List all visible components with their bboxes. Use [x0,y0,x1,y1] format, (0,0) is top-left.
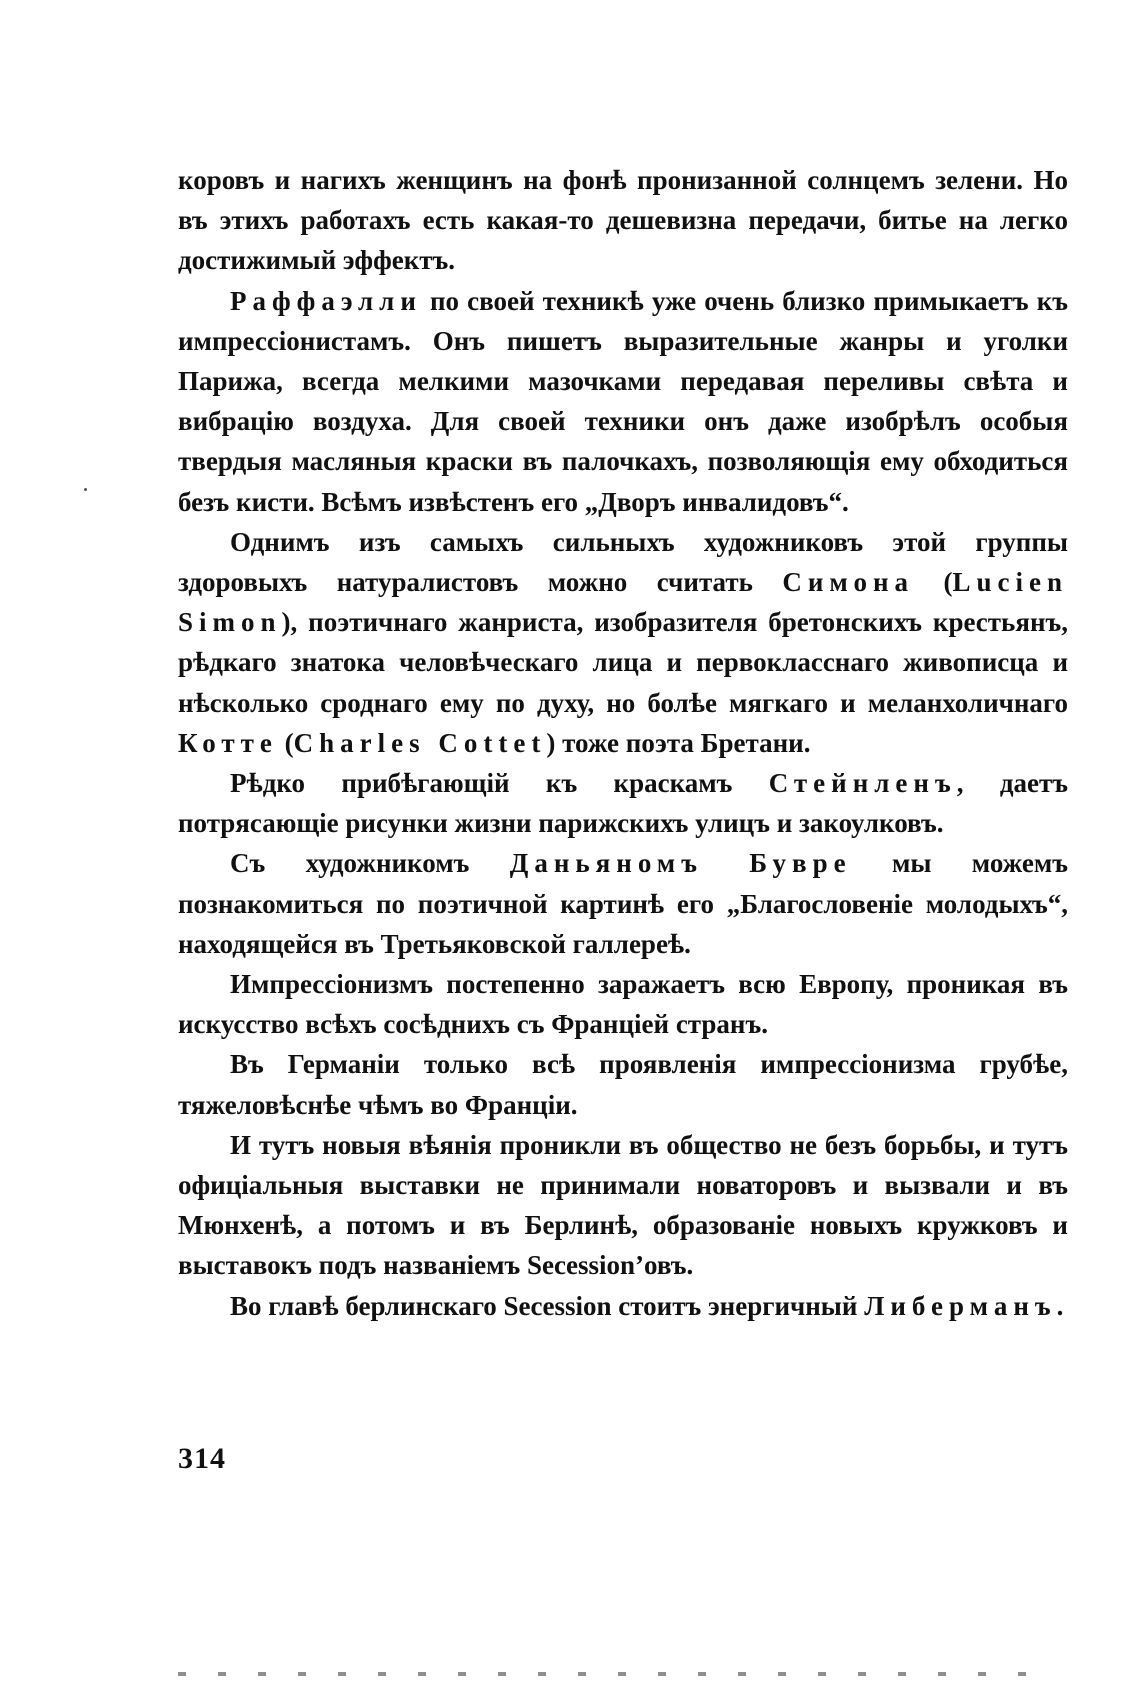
text-run: ) тоже поэта Бретани. [546,727,811,758]
text-run: Импрессіонизмъ постепенно заражаетъ всю Европу, проникая въ искусство всѣхъ сосѣднихъ съ Франціей странъ. [178,969,1068,1040]
text-run: , даетъ потрясающіе рисунки жизни парижскихъ улицъ и закоулковъ. [178,768,1068,839]
text-run: Рѣдко прибѣгающій къ краскамъ [230,768,769,799]
text-run: мы можемъ познакомиться по поэтичной картинѣ его „Благословеніе молодыхъ“, находящейся въ Третьяковской галлереѣ. [178,848,1068,959]
text-run: И тутъ новыя вѣянія проникли въ общество не безъ борьбы, и тутъ офиціальныя выставки не принимали новаторовъ и вызвали и въ Мюнхенѣ, а потомъ и въ Берлинѣ, образованіе новыхъ кружковъ и выставокъ подъ названіемъ Secession’овъ. [178,1129,1068,1281]
spaced-name: Симона [782,567,915,598]
spaced-name: Либерманъ [864,1290,1057,1321]
paragraph [178,964,1068,1044]
text-run: коровъ и нагихъ женщинъ на фонѣ пронизанной солнцемъ зелени. Но въ этихъ работахъ есть какая-то дешевизна передачи, битье на легко достижимый эффектъ. [178,165,1068,276]
paragraph [178,763,1068,843]
spaced-name: Котте [178,727,278,758]
paragraph [178,1286,1068,1326]
paragraph [178,1044,1068,1124]
text-run: ( [277,727,294,758]
text-run: Во главѣ берлинскаго Secession стоитъ энергичный [230,1290,865,1321]
text-run: Въ Германіи только всѣ проявленія импрессіонизма грубѣе, тяжеловѣснѣе чѣмъ во Франціи. [178,1049,1068,1120]
paragraph [178,1125,1068,1286]
spaced-name: Даньяномъ Бувре [509,848,852,879]
text-run: ), поэтичнаго жанриста, изобразителя бретонскихъ крестьянъ, рѣдкаго знатока человѣческаго лица и первокласснаго живописца и нѣсколько сроднаго ему по духу, но болѣе мягкаго и меланхоличнаго [178,607,1068,718]
text-run: по своей техникѣ уже очень близко примыкаетъ къ импрессіонистамъ. Онъ пишетъ выразительные жанры и уголки Парижа, всегда мелкими мазочками передавая переливы свѣта и вибрацію воздуха. Для своей техники онъ даже изобрѣлъ особыя твердыя масляныя краски въ палочкахъ, позволяющія ему обходиться безъ кисти. Всѣмъ извѣстенъ его „Дворъ инвалидовъ“. [178,285,1068,517]
paragraph [178,843,1068,964]
paragraph [178,522,1068,763]
text-run: ( [914,567,953,598]
paragraph [178,160,1068,281]
page-number: 314 [178,1442,226,1475]
text-run: Съ художникомъ [230,848,510,879]
paragraph [178,281,1068,522]
text-run: . [1056,1290,1064,1321]
scan-edge-artifact [178,1672,1038,1676]
spaced-name: Lucien Simon [178,567,1068,638]
text-run: Однимъ изъ самыхъ сильныхъ художниковъ этой группы здоровыхъ натуралистовъ можно считать [178,526,1068,598]
spaced-name: Charles Cottet [293,727,547,758]
spaced-name: Раффаэлли [230,285,422,316]
scan-speck [84,488,87,491]
body-text [178,160,1068,1326]
spaced-name: Стейнленъ [768,768,957,799]
